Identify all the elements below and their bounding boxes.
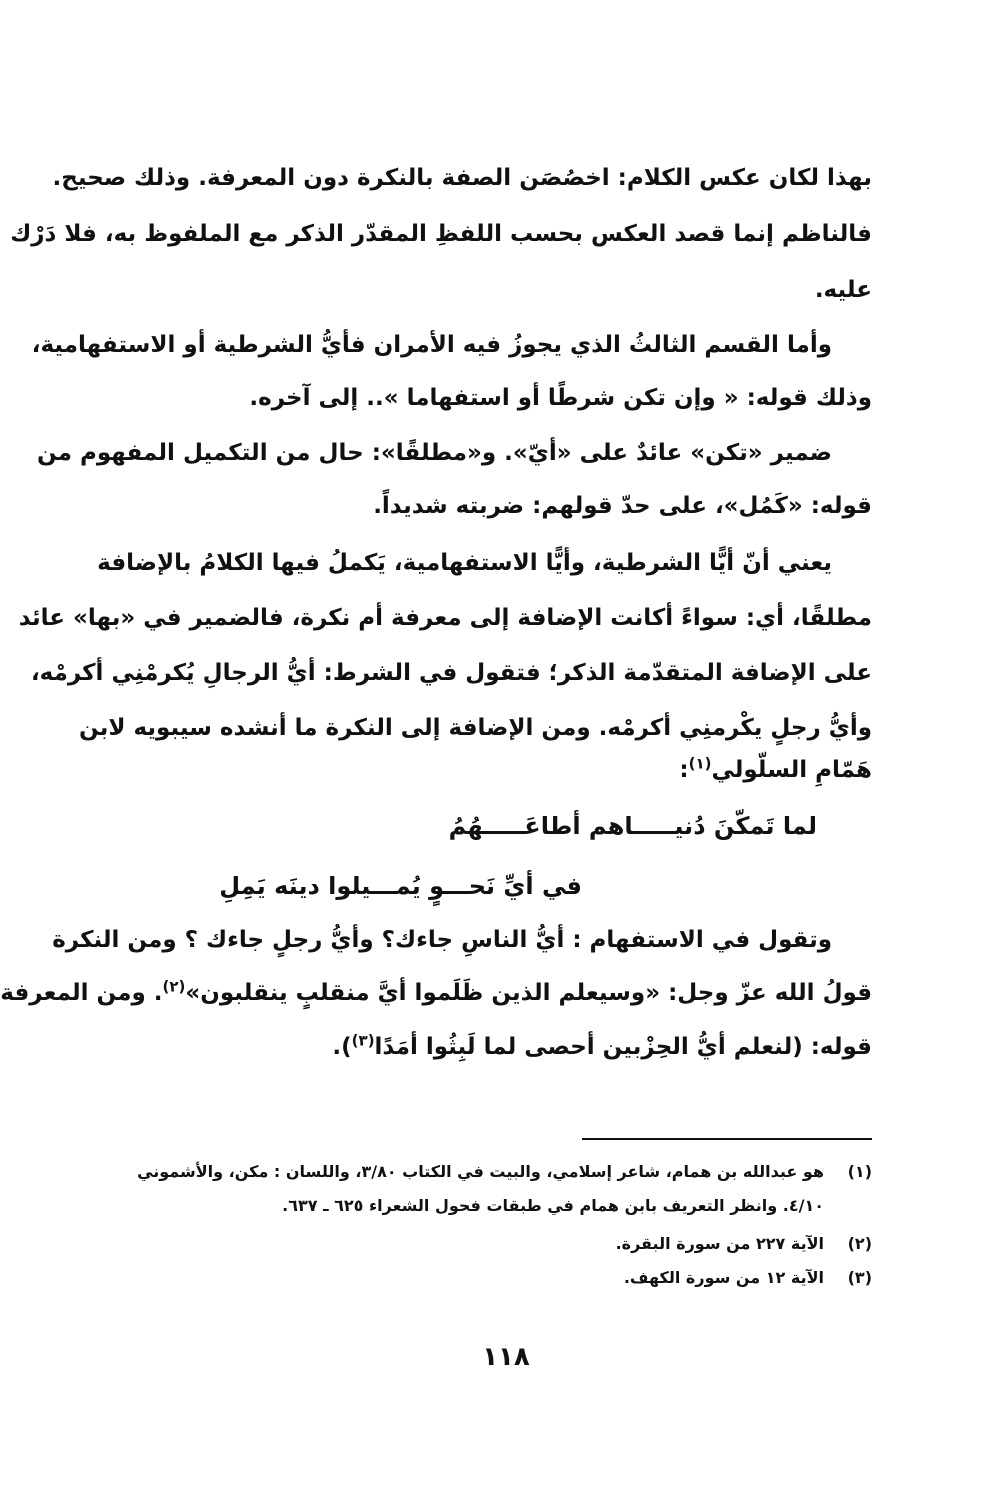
body-line-9: مطلقًا، أي: سواءً أكانت الإضافة إلى معرفة أم نكرة، فالضمير في «بها» عائد <box>18 605 872 631</box>
footnote-ref-1[interactable]: (١) <box>688 754 712 773</box>
footnote-1-number: (١) <box>847 1162 872 1181</box>
footnote-2 <box>142 1230 872 1258</box>
body-line-6: ضمير «تكن» عائدٌ على «أيّ». و«مطلقًا»: حال من التكميل المفهوم من <box>37 440 832 466</box>
body-line-12 <box>142 752 872 788</box>
footnote-1-continuation: ٤/١٠. وانظر التعريف بابن همام في طبقات فحول الشعراء ٦٢٥ ـ ٦٣٧. <box>282 1196 824 1215</box>
footnote-ref-3[interactable]: (٣) <box>351 1031 375 1050</box>
body-line-15 <box>142 1029 872 1065</box>
body-line-2: فالناظم إنما قصد العكس بحسب اللفظِ المقدّر الذكر مع الملفوظ به، فلا دَرْك <box>10 221 872 247</box>
body-line-11: وأيُّ رجلٍ يكْرمنِي أكرمْه. ومن الإضافة إلى النكرة ما أنشده سيبويه لابن <box>79 715 872 741</box>
poet-name: هَمّامِ السلّولي <box>711 757 872 783</box>
quran-quote-2: قوله: (لنعلم أيُّ الحِزْبين أحصى لما لَبِثُوا أمَدًا <box>374 1034 872 1060</box>
verse-line-2: في أيِّ نَحـــوٍ يُمـــيلوا دينَه يَمِلِ <box>219 872 582 900</box>
footnote-3-text: الآية ١٢ من سورة الكهف. <box>623 1268 824 1287</box>
footnote-separator <box>582 1138 872 1140</box>
body-line-1: بهذا لكان عكس الكلام: اخصُصَن الصفة بالنكرة دون المعرفة. وذلك صحيح. <box>52 165 872 191</box>
colon: : <box>679 757 689 783</box>
body-line-8: يعني أنّ أيًّا الشرطية، وأيًّا الاستفهامية، يَكملُ فيها الكلامُ بالإضافة <box>97 550 832 576</box>
body-line-4: وأما القسم الثالثُ الذي يجوزُ فيه الأمران فأيُّ الشرطية أو الاستفهامية، <box>31 332 832 358</box>
footnote-3 <box>142 1264 872 1292</box>
quran-quote-1: قولُ الله عزّ وجل: «وسيعلم الذين ظَلَموا أيَّ منقلبٍ ينقلبون» <box>185 980 872 1006</box>
footnote-1-text: هو عبدالله بن همام، شاعر إسلامي، والبيت في الكتاب ٣/٨٠، واللسان : مكن، والأشموني <box>137 1162 824 1181</box>
body-line-13: وتقول في الاستفهام : أيُّ الناسِ جاءك؟ وأيُّ رجلٍ جاءك ؟ ومن النكرة <box>52 927 832 953</box>
body-line-5: وذلك قوله: « وإن تكن شرطًا أو استفهاما ».. إلى آخره. <box>249 385 872 411</box>
page-number: ١١٨ <box>482 1342 530 1372</box>
footnote-2-number: (٢) <box>847 1234 872 1253</box>
footnote-3-number: (٣) <box>847 1268 872 1287</box>
footnote-ref-2[interactable]: (٢) <box>162 977 186 996</box>
line-15-tail: ). <box>332 1034 352 1060</box>
body-line-10: على الإضافة المتقدّمة الذكر؛ فتقول في الشرط: أيُّ الرجالِ يُكرمْنِي أكرمْه، <box>30 660 872 686</box>
line-14-tail: . ومن المعرفة <box>0 980 163 1006</box>
body-line-7: قوله: «كَمُل»، على حدّ قولهم: ضربته شديداً. <box>373 493 872 519</box>
verse-line-1: لما تَمكّنَ دُنيـــــاهم أطاعَـــــهُمُ <box>448 812 817 840</box>
body-line-3: عليه. <box>814 277 872 303</box>
body-line-14 <box>0 975 872 1011</box>
footnote-1 <box>137 1158 872 1186</box>
footnote-2-text: الآية ٢٢٧ من سورة البقرة. <box>615 1234 824 1253</box>
